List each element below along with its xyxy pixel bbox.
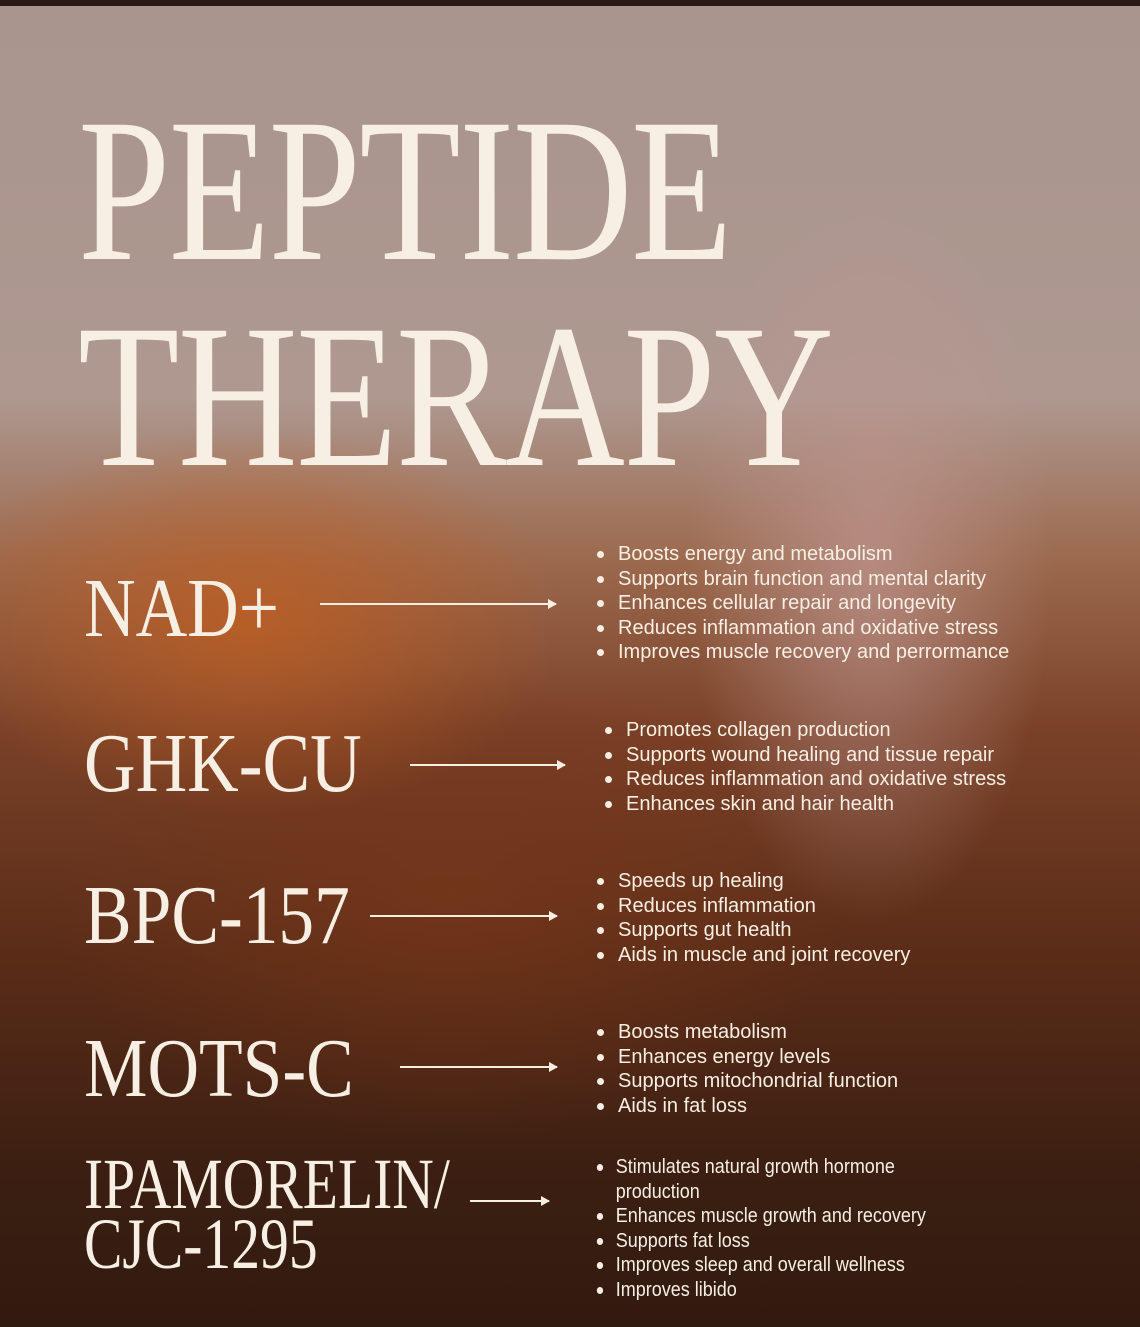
- peptide-name-nad: NAD+: [84, 562, 279, 655]
- benefits-list-ghk-cu: [603, 718, 1006, 816]
- peptide-name-ghk-cu: GHK-CU: [84, 717, 362, 810]
- list-item: Improves muscle recovery and perrormance: [595, 640, 1009, 665]
- list-item: Enhances muscle growth and recovery: [595, 1204, 973, 1229]
- list-item: Enhances energy levels: [595, 1045, 898, 1070]
- peptide-name-ipamorelin: IPAMORELIN/: [84, 1144, 450, 1224]
- list-item: Promotes collagen production: [603, 718, 1006, 743]
- list-item: Supports brain function and mental clarity: [595, 567, 1009, 592]
- benefits-list-bpc-157: [595, 869, 910, 967]
- arrow-icon: [400, 1066, 557, 1068]
- list-item: Supports fat loss: [595, 1229, 973, 1254]
- peptide-name-mots-c: MOTS-C: [84, 1022, 354, 1115]
- top-border: [0, 0, 1140, 6]
- list-item: Improves sleep and overall wellness: [595, 1253, 973, 1278]
- list-item: Supports mitochondrial function: [595, 1069, 898, 1094]
- benefits-list-ipamorelin-cjc-1295: [595, 1155, 973, 1302]
- list-item: Speeds up healing: [595, 869, 910, 894]
- list-item: Reduces inflammation and oxidative stress: [595, 616, 1009, 641]
- peptide-name-bpc-157: BPC-157: [84, 869, 350, 962]
- list-item: Reduces inflammation and oxidative stress: [603, 767, 1006, 792]
- title-line-1: PEPTIDE: [78, 77, 731, 304]
- list-item: Improves libido: [595, 1278, 973, 1303]
- arrow-icon: [470, 1200, 549, 1202]
- peptide-name-cjc-1295: CJC-1295: [84, 1204, 318, 1284]
- benefits-list-mots-c: [595, 1020, 898, 1118]
- arrow-icon: [320, 603, 556, 605]
- list-item: Enhances cellular repair and longevity: [595, 591, 1009, 616]
- arrow-icon: [370, 915, 557, 917]
- list-item: Boosts metabolism: [595, 1020, 898, 1045]
- list-item: Aids in muscle and joint recovery: [595, 943, 910, 968]
- list-item: Enhances skin and hair health: [603, 792, 1006, 817]
- list-item: Supports gut health: [595, 918, 910, 943]
- list-item: Aids in fat loss: [595, 1094, 898, 1119]
- list-item: Supports wound healing and tissue repair: [603, 743, 1006, 768]
- arrow-icon: [410, 764, 565, 766]
- list-item: Reduces inflammation: [595, 894, 910, 919]
- title-line-2: THERAPY: [78, 283, 833, 510]
- list-item: Boosts energy and metabolism: [595, 542, 1009, 567]
- benefits-list-nad: [595, 542, 1009, 665]
- list-item: Stimulates natural growth hormone production: [595, 1155, 940, 1204]
